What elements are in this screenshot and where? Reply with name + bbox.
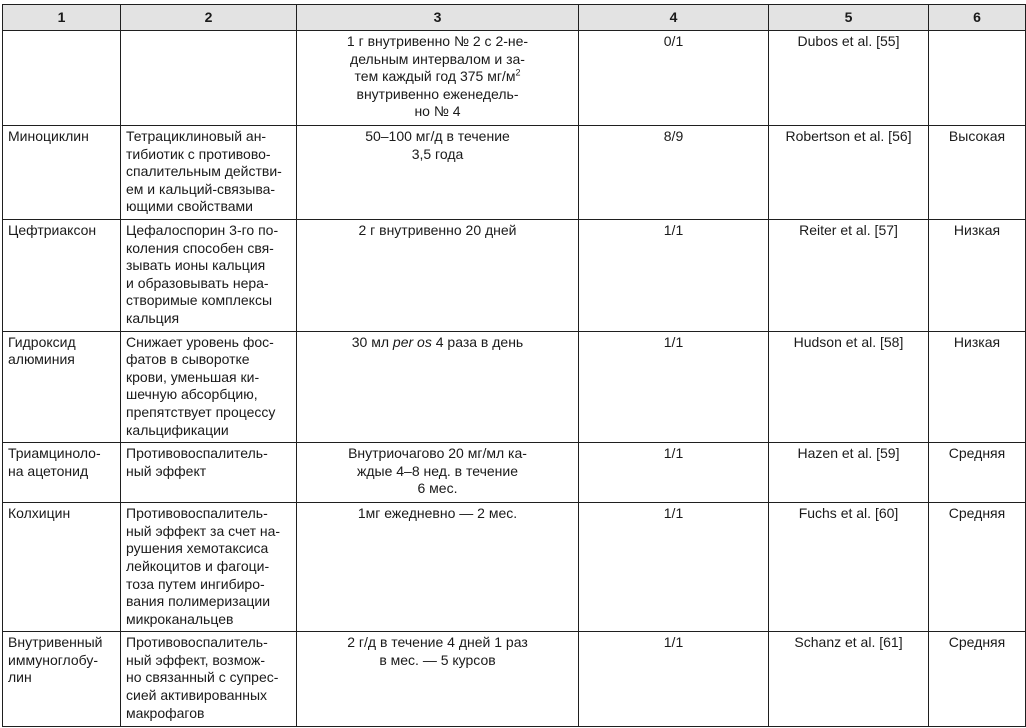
header-col-5: 5 bbox=[769, 5, 929, 31]
ratio-cell: 1/1 bbox=[579, 632, 769, 727]
dosage-text: 4 раза в день bbox=[431, 333, 524, 350]
mechanism-cell bbox=[121, 31, 297, 126]
reference-cell: Hudson et al. [58] bbox=[769, 331, 929, 443]
dosage-line bbox=[302, 334, 573, 352]
evidence-cell: Низкая bbox=[929, 331, 1026, 443]
drug-name-line: на ацетонид bbox=[8, 462, 89, 479]
dosage-cell bbox=[297, 331, 579, 443]
table-row bbox=[3, 632, 1026, 727]
header-row bbox=[3, 5, 1026, 31]
mechanism-line: тоза путем ингибиро- bbox=[126, 575, 265, 592]
mechanism-line: и образовывать нера- bbox=[126, 274, 269, 291]
drug-name-cell bbox=[3, 632, 121, 727]
ratio-cell: 1/1 bbox=[579, 331, 769, 443]
drug-name-cell bbox=[3, 220, 121, 332]
drug-name-line: Колхицин bbox=[8, 505, 71, 522]
drug-name-line: Внутривенный bbox=[8, 634, 103, 651]
table-row bbox=[3, 220, 1026, 332]
mechanism-line: макрофагов bbox=[126, 704, 205, 721]
table-row bbox=[3, 126, 1026, 220]
mechanism-cell bbox=[121, 443, 297, 503]
drug-name-line: лин bbox=[8, 669, 32, 686]
evidence-cell: Высокая bbox=[929, 126, 1026, 220]
drug-name-cell bbox=[3, 126, 121, 220]
mechanism-cell bbox=[121, 220, 297, 332]
mechanism-line: створимые комплексы bbox=[126, 292, 273, 309]
drug-name-cell bbox=[3, 331, 121, 443]
mechanism-cell bbox=[121, 503, 297, 632]
header-col-4: 4 bbox=[579, 5, 769, 31]
mechanism-line: тибиотик с противово- bbox=[126, 145, 271, 162]
reference-cell: Hazen et al. [59] bbox=[769, 443, 929, 503]
reference-cell: Reiter et al. [57] bbox=[769, 220, 929, 332]
dosage-line: 6 мес. bbox=[417, 480, 458, 497]
dosage-line: ждые 4–8 нед. в течение bbox=[357, 462, 518, 479]
dosage-line: Внутриочагово 20 мг/мл ка- bbox=[348, 445, 527, 462]
dosage-line: 3,5 года bbox=[411, 145, 464, 162]
treatment-table bbox=[2, 4, 1026, 727]
mechanism-line: микроканальцев bbox=[126, 610, 234, 627]
drug-name-cell bbox=[3, 443, 121, 503]
drug-name-line: иммуноглобу- bbox=[8, 651, 99, 668]
superscript: 2 bbox=[515, 67, 521, 78]
mechanism-line: шечную абсорбцию, bbox=[126, 386, 258, 403]
reference-cell: Schanz et al. [61] bbox=[769, 632, 929, 727]
drug-name-line: Триамциноло- bbox=[8, 445, 101, 462]
ratio-cell: 1/1 bbox=[579, 443, 769, 503]
mechanism-line: Противовоспалитель- bbox=[126, 505, 268, 522]
dosage-line-text: тем каждый год 375 мг/м bbox=[354, 68, 516, 85]
drug-name-line: Гидроксид bbox=[8, 333, 76, 350]
evidence-cell bbox=[929, 31, 1026, 126]
mechanism-line: но связанный с супрес- bbox=[126, 669, 279, 686]
mechanism-line: Снижает уровень фос- bbox=[126, 333, 274, 350]
mechanism-line: кальцификации bbox=[126, 421, 229, 438]
mechanism-line: Тетрациклиновый ан- bbox=[126, 128, 267, 144]
reference-cell: Dubos et al. [55] bbox=[769, 31, 929, 126]
dosage-line: 1 г внутривенно № 2 с 2-не- bbox=[346, 33, 529, 49]
dosage-line: внутривенно еженедель- bbox=[356, 85, 519, 102]
evidence-cell: Средняя bbox=[929, 632, 1026, 727]
mechanism-line: крови, уменьшая ки- bbox=[126, 368, 260, 385]
mechanism-line: вания полимеризации bbox=[126, 593, 271, 610]
mechanism-line: спалительным действи- bbox=[126, 163, 282, 180]
mechanism-line: ем и кальций-связыва- bbox=[126, 180, 276, 197]
ratio-cell: 1/1 bbox=[579, 220, 769, 332]
dosage-cell bbox=[297, 220, 579, 332]
evidence-cell: Низкая bbox=[929, 220, 1026, 332]
drug-name-cell bbox=[3, 503, 121, 632]
dosage-cell bbox=[297, 31, 579, 126]
mechanism-line: зывать ионы кальция bbox=[126, 257, 266, 274]
mechanism-cell bbox=[121, 632, 297, 727]
dosage-line: 2 г/д в течение 4 дней 1 раз bbox=[347, 634, 528, 651]
mechanism-line: кальция bbox=[126, 309, 180, 326]
header-col-3: 3 bbox=[297, 5, 579, 31]
mechanism-line: ющими свойствами bbox=[126, 198, 253, 215]
dosage-line: 1мг ежедневно — 2 мес. bbox=[357, 505, 518, 522]
mechanism-line: Противовоспалитель- bbox=[126, 445, 268, 462]
drug-name-line: Цефтриаксон bbox=[8, 222, 97, 238]
mechanism-cell bbox=[121, 331, 297, 443]
ratio-cell: 1/1 bbox=[579, 503, 769, 632]
evidence-cell: Средняя bbox=[929, 503, 1026, 632]
dosage-cell bbox=[297, 443, 579, 503]
table-row bbox=[3, 331, 1026, 443]
mechanism-line: Противовоспалитель- bbox=[126, 634, 268, 651]
mechanism-line: рушения хемотаксиса bbox=[126, 540, 269, 557]
dosage-cell bbox=[297, 632, 579, 727]
mechanism-line: лейкоцитов и фагоци- bbox=[126, 557, 270, 574]
table-row bbox=[3, 443, 1026, 503]
mechanism-line: Цефалоспорин 3-го по- bbox=[126, 222, 279, 238]
mechanism-cell bbox=[121, 126, 297, 220]
dosage-route-italic: per os bbox=[392, 333, 432, 350]
reference-cell: Robertson et al. [56] bbox=[769, 126, 929, 220]
drug-name-line: алюминия bbox=[8, 351, 75, 368]
mechanism-line: коления способен свя- bbox=[126, 239, 274, 256]
evidence-cell: Средняя bbox=[929, 443, 1026, 503]
mechanism-line: препятствует процессу bbox=[126, 403, 276, 420]
table-row bbox=[3, 503, 1026, 632]
dosage-text: 30 мл bbox=[351, 333, 393, 350]
ratio-cell: 8/9 bbox=[579, 126, 769, 220]
dosage-cell bbox=[297, 126, 579, 220]
header-col-2: 2 bbox=[121, 5, 297, 31]
dosage-line: в мес. — 5 курсов bbox=[379, 651, 496, 668]
ratio-cell: 0/1 bbox=[579, 31, 769, 126]
drug-name-line: Миноциклин bbox=[8, 128, 89, 144]
mechanism-line: фатов в сыворотке bbox=[126, 351, 250, 368]
dosage-line: 50–100 мг/д в течение bbox=[365, 128, 510, 144]
drug-name-cell bbox=[3, 31, 121, 126]
mechanism-line: сией активированных bbox=[126, 687, 268, 704]
mechanism-line: ный эффект за счет на- bbox=[126, 522, 281, 539]
header-col-1: 1 bbox=[3, 5, 121, 31]
dosage-line bbox=[302, 68, 573, 86]
dosage-line: 2 г внутривенно 20 дней bbox=[358, 222, 517, 238]
dosage-cell bbox=[297, 503, 579, 632]
header-col-6: 6 bbox=[929, 5, 1026, 31]
mechanism-line: ный эффект, возмож- bbox=[126, 651, 266, 668]
mechanism-line: ный эффект bbox=[126, 462, 207, 479]
table-row bbox=[3, 31, 1026, 126]
dosage-line: дельным интервалом и за- bbox=[350, 50, 525, 67]
dosage-line: но № 4 bbox=[414, 103, 461, 120]
reference-cell: Fuchs et al. [60] bbox=[769, 503, 929, 632]
